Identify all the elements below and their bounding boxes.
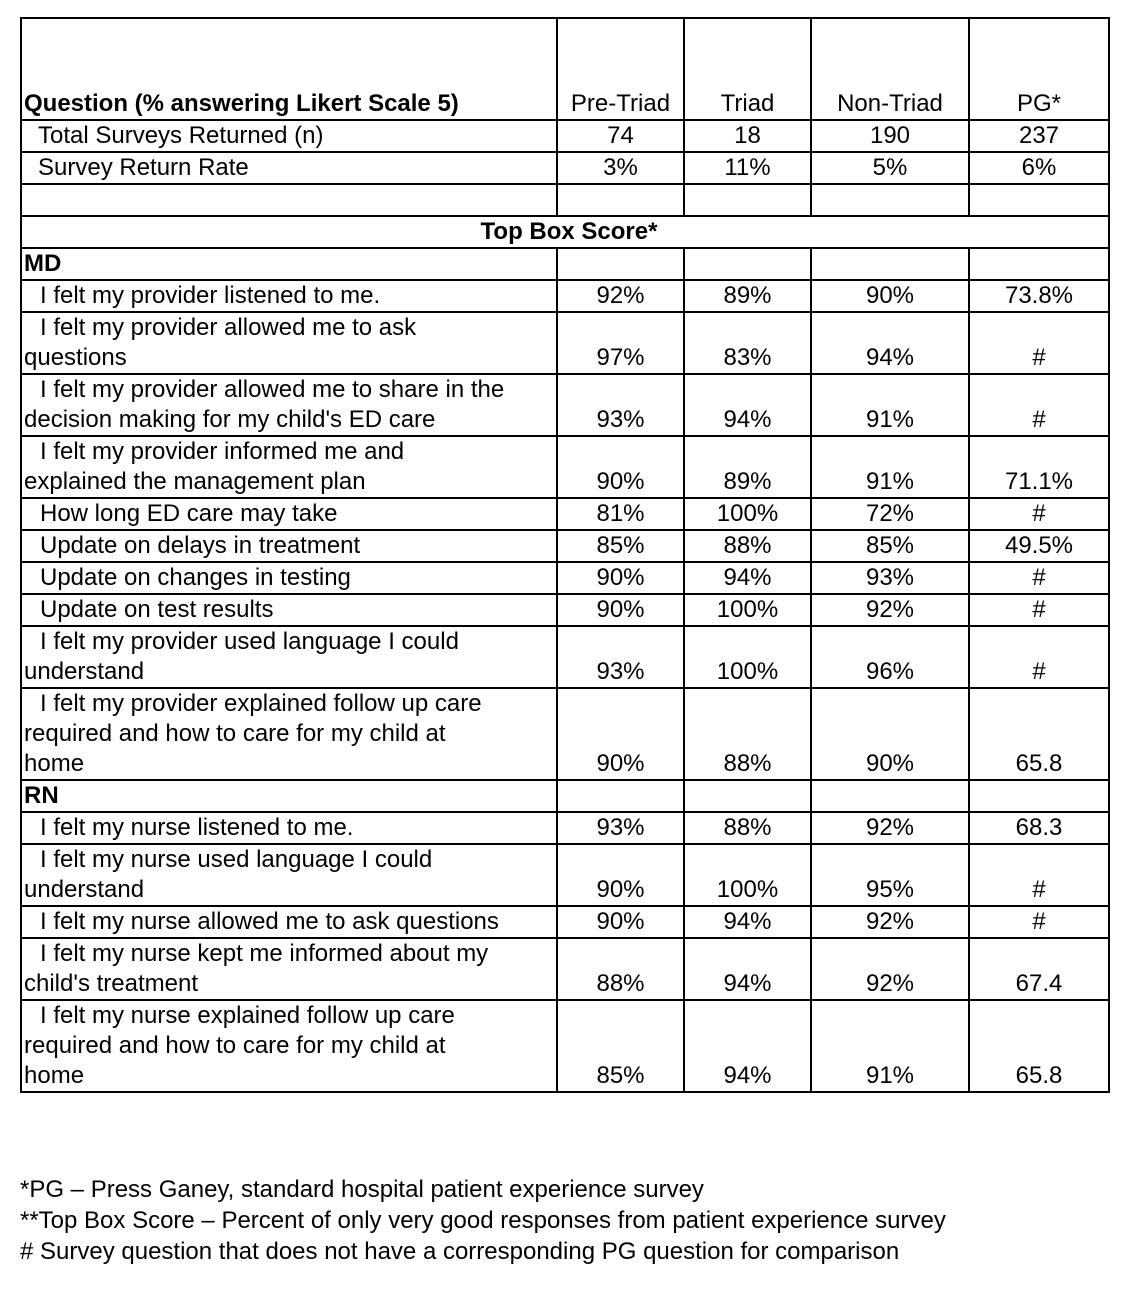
question-text-line: How long ED care may take (40, 500, 338, 527)
cell-value: 92% (811, 812, 969, 844)
footnote-top-box: **Top Box Score – Percent of only very good responses from patient experience survey (20, 1207, 946, 1234)
top-box-score-text: Top Box Score* (480, 218, 658, 245)
question-text-line: decision making for my child's ED care (24, 406, 436, 433)
cell-value: 96% (811, 626, 969, 688)
cell-value: 90% (557, 844, 684, 906)
question-row (21, 812, 1109, 844)
cell-value: # (969, 594, 1109, 626)
cell-value: 18 (684, 120, 811, 152)
col-header-non-triad: Non-Triad (811, 18, 969, 120)
cell-value: 94% (684, 562, 811, 594)
question-cell (21, 938, 557, 1000)
cell-value: 91% (811, 436, 969, 498)
cell-value: 90% (811, 688, 969, 780)
question-row (21, 436, 1109, 498)
cell-value: 88% (684, 530, 811, 562)
question-cell (21, 626, 557, 688)
empty-cell (811, 248, 969, 280)
empty-cell (21, 184, 557, 216)
empty-cell (969, 248, 1109, 280)
cell-value: # (969, 562, 1109, 594)
cell-value: 90% (557, 688, 684, 780)
top-box-score-label (21, 216, 1109, 248)
question-row (21, 312, 1109, 374)
cell-value: 85% (811, 530, 969, 562)
section-label: MD (21, 248, 557, 280)
cell-value: 72% (811, 498, 969, 530)
row-label: Total Surveys Returned (n) (21, 120, 557, 152)
question-text-line: I felt my provider used language I could (40, 628, 459, 655)
question-text-line: understand (24, 658, 145, 685)
cell-value: 93% (557, 812, 684, 844)
question-text-line: required and how to care for my child at (24, 1032, 446, 1059)
cell-value: 5% (811, 152, 969, 184)
cell-value: 83% (684, 312, 811, 374)
question-text-line: I felt my provider informed me and (40, 438, 405, 465)
question-row (21, 374, 1109, 436)
cell-value: 90% (811, 280, 969, 312)
cell-value: 92% (557, 280, 684, 312)
question-cell (21, 530, 557, 562)
question-header: Question (% answering Likert Scale 5) (21, 18, 557, 120)
cell-value: 81% (557, 498, 684, 530)
cell-value: 85% (557, 1000, 684, 1092)
cell-value: 3% (557, 152, 684, 184)
col-header-pre-triad: Pre-Triad (557, 18, 684, 120)
empty-cell (557, 780, 684, 812)
cell-value: 93% (557, 626, 684, 688)
cell-value: 94% (684, 906, 811, 938)
cell-value: 6% (969, 152, 1109, 184)
question-row (21, 906, 1109, 938)
question-cell (21, 594, 557, 626)
cell-value: 88% (684, 812, 811, 844)
cell-value: 95% (811, 844, 969, 906)
cell-value: 89% (684, 280, 811, 312)
question-text-line: I felt my provider allowed me to ask (40, 314, 417, 341)
footnote-hash: # Survey question that does not have a corresponding PG question for comparison (20, 1238, 900, 1265)
question-text-line: I felt my provider listened to me. (40, 282, 381, 309)
question-row (21, 626, 1109, 688)
cell-value: 71.1% (969, 436, 1109, 498)
question-text-line: I felt my nurse kept me informed about my (40, 940, 489, 967)
question-row (21, 562, 1109, 594)
question-row (21, 594, 1109, 626)
cell-value: 93% (557, 374, 684, 436)
cell-value: 100% (684, 594, 811, 626)
empty-cell (969, 780, 1109, 812)
question-text-line: I felt my nurse used language I could (40, 846, 433, 873)
cell-value: 100% (684, 844, 811, 906)
section-row-md (21, 248, 1109, 280)
question-row (21, 688, 1109, 780)
question-cell (21, 1000, 557, 1092)
cell-value: 94% (684, 374, 811, 436)
question-text-line: home (24, 1062, 85, 1089)
question-text-line: I felt my nurse listened to me. (40, 814, 354, 841)
question-text-line: child's treatment (24, 970, 198, 997)
cell-value: 73.8% (969, 280, 1109, 312)
cell-value: 90% (557, 562, 684, 594)
question-text-line: I felt my nurse allowed me to ask questions (40, 908, 499, 935)
question-text-line: explained the management plan (24, 468, 366, 495)
cell-value: 92% (811, 938, 969, 1000)
empty-cell (684, 184, 811, 216)
spacer-row (21, 184, 1109, 216)
question-cell (21, 436, 557, 498)
cell-value: 100% (684, 626, 811, 688)
question-cell (21, 498, 557, 530)
question-row (21, 1000, 1109, 1092)
cell-value: 68.3 (969, 812, 1109, 844)
question-text-line: Update on test results (40, 596, 274, 623)
cell-value: 94% (811, 312, 969, 374)
question-text-line: I felt my provider explained follow up care (40, 690, 482, 717)
question-row (21, 280, 1109, 312)
cell-value: 92% (811, 594, 969, 626)
empty-cell (684, 248, 811, 280)
question-cell (21, 906, 557, 938)
question-cell (21, 280, 557, 312)
cell-value: 100% (684, 498, 811, 530)
question-text-line: I felt my nurse explained follow up care (40, 1002, 455, 1029)
question-text-line: I felt my provider allowed me to share in the (40, 376, 505, 403)
question-cell (21, 312, 557, 374)
cell-value: 90% (557, 436, 684, 498)
cell-value: # (969, 312, 1109, 374)
cell-value: 90% (557, 906, 684, 938)
cell-value: 190 (811, 120, 969, 152)
col-header-triad: Triad (684, 18, 811, 120)
cell-value: # (969, 374, 1109, 436)
empty-cell (969, 184, 1109, 216)
empty-cell (684, 780, 811, 812)
section-label: RN (21, 780, 557, 812)
question-cell (21, 374, 557, 436)
question-text-line: required and how to care for my child at (24, 720, 446, 747)
cell-value: 237 (969, 120, 1109, 152)
question-text-line: questions (24, 344, 127, 371)
empty-cell (557, 248, 684, 280)
cell-value: 93% (811, 562, 969, 594)
row-label: Survey Return Rate (21, 152, 557, 184)
cell-value: 49.5% (969, 530, 1109, 562)
question-cell (21, 844, 557, 906)
question-row (21, 844, 1109, 906)
summary-row-return-rate (21, 152, 1109, 184)
cell-value: 85% (557, 530, 684, 562)
cell-value: 90% (557, 594, 684, 626)
cell-value: 88% (557, 938, 684, 1000)
question-cell (21, 562, 557, 594)
cell-value: 91% (811, 374, 969, 436)
empty-cell (557, 184, 684, 216)
cell-value: 97% (557, 312, 684, 374)
empty-cell (811, 780, 969, 812)
header-row (21, 18, 1109, 120)
footnote-pg: *PG – Press Ganey, standard hospital patient experience survey (20, 1176, 704, 1203)
section-row-rn (21, 780, 1109, 812)
question-text-line: Update on changes in testing (40, 564, 351, 591)
question-text-line: Update on delays in treatment (40, 532, 361, 559)
survey-results-table (20, 17, 1110, 1093)
cell-value: # (969, 498, 1109, 530)
cell-value: 11% (684, 152, 811, 184)
cell-value: # (969, 626, 1109, 688)
question-row (21, 938, 1109, 1000)
summary-row-total-surveys (21, 120, 1109, 152)
cell-value: # (969, 844, 1109, 906)
empty-cell (811, 184, 969, 216)
cell-value: 65.8 (969, 688, 1109, 780)
top-box-row (21, 216, 1109, 248)
cell-value: # (969, 906, 1109, 938)
col-header-pg: PG* (969, 18, 1109, 120)
question-text-line: home (24, 750, 85, 777)
cell-value: 91% (811, 1000, 969, 1092)
question-row (21, 530, 1109, 562)
footnotes (20, 1174, 946, 1267)
cell-value: 92% (811, 906, 969, 938)
question-cell (21, 812, 557, 844)
cell-value: 88% (684, 688, 811, 780)
cell-value: 65.8 (969, 1000, 1109, 1092)
cell-value: 74 (557, 120, 684, 152)
question-cell (21, 688, 557, 780)
question-text-line: understand (24, 876, 145, 903)
cell-value: 94% (684, 938, 811, 1000)
cell-value: 89% (684, 436, 811, 498)
question-row (21, 498, 1109, 530)
cell-value: 67.4 (969, 938, 1109, 1000)
cell-value: 94% (684, 1000, 811, 1092)
